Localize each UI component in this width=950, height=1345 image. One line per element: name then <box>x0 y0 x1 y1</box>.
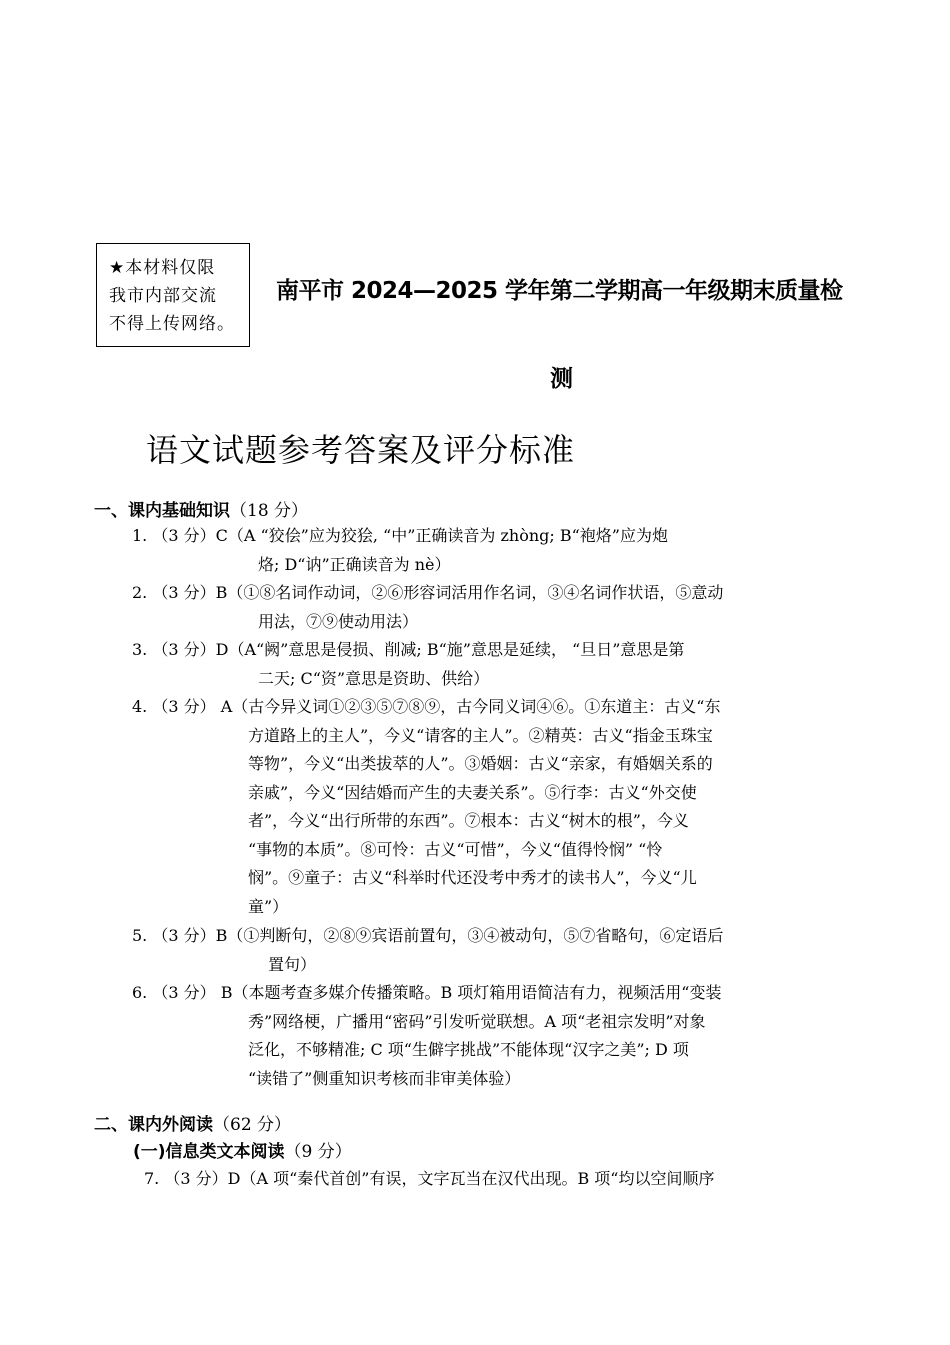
question-4 <box>132 693 720 921</box>
section-1-title: 一、课内基础知识 <box>94 501 230 521</box>
notice-box <box>96 243 250 347</box>
q4-line-3: 等物”，今义“出类拔萃的人”。③婚姻：古义“亲家，有婚姻关系的 <box>248 754 713 773</box>
q4-line-5: 者”，今义“出行所带的东西”。⑦根本：古义“树木的根”，今义 <box>248 811 689 830</box>
page-title-line-2: 测 <box>550 366 573 392</box>
q4-line-8: 童”） <box>248 896 289 916</box>
q4-line-7: 悯”。⑨童子：古义“科举时代还没考中秀才的读书人”，今义“儿 <box>248 868 697 887</box>
question-1 <box>132 522 668 579</box>
q1-line-1: 1. （3 分）C（A “狡侩”应为狡狯, “中”正确读音为 zhòng; B“袍烙”应为炮 <box>132 526 668 545</box>
subsection-points: （9 分） <box>284 1142 352 1162</box>
notice-line-2: 我市内部交流 <box>109 286 217 306</box>
question-5 <box>132 922 723 979</box>
q2-line-1: 2. （3 分）B（①⑧名词作动词，②⑥形容词活用作名词，③④名词作状语，⑤意动 <box>132 583 724 602</box>
q4-line-4: 亲戚”，今义“因结婚而产生的夫妻关系”。⑤行李：古义“外交使 <box>248 782 697 802</box>
q6-line-4: “读错了”侧重知识考核而非审美体验） <box>248 1068 521 1088</box>
section-2-heading <box>94 1110 291 1135</box>
page-subtitle: 语文试题参考答案及评分标准 <box>146 431 576 469</box>
subsection-title: (一)信息类文本阅读 <box>133 1142 285 1162</box>
page-title-line-1: 南平市 2024—2025 学年第二学期高一年级期末质量检 <box>276 278 843 304</box>
question-2 <box>132 579 723 636</box>
section-1-points: （18 分） <box>230 501 309 521</box>
q1-line-2: 烙; D“讷”正确读音为 nè） <box>258 554 451 574</box>
q6-line-3: 泛化，不够精准; C 项“生僻字挑战”不能体现“汉字之美”; D 项 <box>248 1040 689 1059</box>
q4-line-2: 方道路上的主人”，今义“请客的主人”。②精英：古义“指金玉珠宝 <box>248 725 713 745</box>
q3-line-1: 3. （3 分）D（A“阙”意思是侵损、削减; B“施”意思是延续， “旦日”意思是第 <box>132 640 685 659</box>
notice-line-1: ★本材料仅限 <box>109 258 216 278</box>
q3-line-2: 二天; C“资”意思是资助、供给） <box>258 668 490 688</box>
section-2-points: （62 分） <box>213 1115 292 1135</box>
question-6 <box>132 979 722 1093</box>
question-7 <box>144 1165 714 1194</box>
q5-line-2: 置句） <box>268 954 317 974</box>
notice-line-3: 不得上传网络。 <box>109 314 235 334</box>
q4-line-1: 4. （3 分） A（古今异义词①②③⑤⑦⑧⑨，古今同义词④⑥。①东道主：古义“东 <box>132 697 721 716</box>
question-3 <box>132 636 684 693</box>
section-2-title: 二、课内外阅读 <box>94 1115 213 1135</box>
q7-line-1: 7. （3 分）D（A 项“秦代首创”有误，文字瓦当在汉代出现。B 项“均以空间顺序 <box>144 1169 715 1188</box>
q4-line-6: “事物的本质”。⑧可怜：古义“可惜”，今义“值得怜悯” “怜 <box>248 839 663 859</box>
q5-line-1: 5. （3 分）B（①判断句，②⑧⑨宾语前置句，③④被动句，⑤⑦省略句，⑥定语后 <box>132 926 724 945</box>
section-1-heading <box>94 496 308 521</box>
q2-line-2: 用法，⑦⑨使动用法） <box>258 611 419 631</box>
subsection-heading <box>133 1137 352 1162</box>
q6-line-1: 6. （3 分） B（本题考查多媒介传播策略。B 项灯箱用语简洁有力，视频活用“变装 <box>132 983 722 1002</box>
q6-line-2: 秀”网络梗，广播用“密码”引发听觉联想。A 项“老祖宗发明”对象 <box>248 1011 706 1031</box>
